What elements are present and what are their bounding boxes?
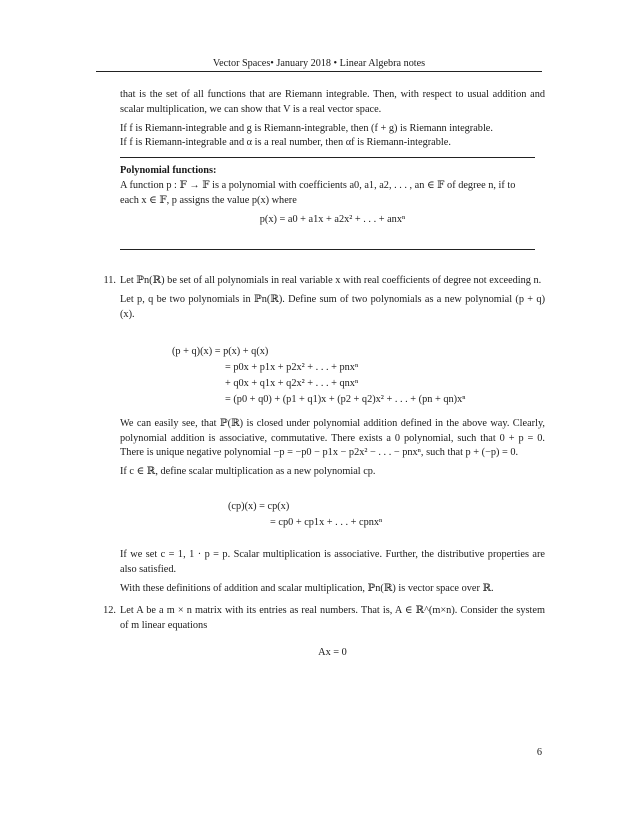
intro-paragraph: that is the set of all functions that are Riemann integrable. Then, with respect to usual addition and scalar multiplication, we can show that V is a real vector space. xyxy=(120,89,545,115)
item11-paragraph-1: Let ℙn(ℝ) be set of all polynomials in real variable x with real coefficients of degree not exceeding n. xyxy=(120,275,542,287)
list-item-12 xyxy=(103,604,545,660)
page-number: 6 xyxy=(536,747,542,758)
riemann-sum-statement: If f is Riemann-integrable and g is Riemann-integrable, then (f + g) is Riemann integrable. xyxy=(120,122,493,134)
definition-box-top-rule xyxy=(120,157,535,158)
derivation-line: = cp0 + cp1x + . . . + cpnxⁿ xyxy=(270,516,383,528)
item11-paragraph-4: If c ∈ ℝ, define scalar multiplication as a new polynomial cp. xyxy=(120,466,376,478)
item-number: 12. xyxy=(103,605,116,617)
definition-title: Polynomial functions: xyxy=(120,165,217,177)
definition-box-bottom-rule xyxy=(120,249,535,250)
derivation-line: = p0x + p1x + p2x² + . . . + pnxⁿ xyxy=(225,361,359,373)
item11-paragraph-6: With these definitions of addition and scalar multiplication, ℙn(ℝ) is vector space over ℝ. xyxy=(120,582,494,594)
definition-line-1: A function p : 𝔽 → 𝔽 is a polynomial with coefficients a0, a1, a2, . . . , an ∈ 𝔽 of degree n, if to xyxy=(120,179,516,191)
header-rule xyxy=(96,71,542,72)
item11-paragraph-5: If we set c = 1, 1 · p = p. Scalar multiplication is associative. Further, the distributive properties are also satisfied. xyxy=(120,548,545,575)
derivation-line: (p + q)(x) = p(x) + q(x) xyxy=(172,345,269,357)
riemann-scalar-statement: If f is Riemann-integrable and α is a real number, then αf is Riemann-integrable. xyxy=(120,137,451,149)
running-header: Vector Spaces• January 2018 • Linear Algebra notes xyxy=(212,58,426,69)
item-number: 11. xyxy=(103,275,116,287)
list-item-11 xyxy=(103,274,545,596)
linear-system-equation: Ax = 0 xyxy=(318,646,347,658)
definition-line-2: each x ∈ 𝔽, p assigns the value p(x) where xyxy=(120,194,297,206)
polynomial-equation: p(x) = a0 + a1x + a2x² + . . . + anxⁿ xyxy=(259,213,406,225)
page-body xyxy=(103,88,545,661)
scalar-derivation xyxy=(228,500,545,532)
derivation-line: (cp)(x) = cp(x) xyxy=(228,500,290,512)
definition-box xyxy=(120,164,545,227)
item11-paragraph-2: Let p, q be two polynomials in ℙn(ℝ). Define sum of two polynomials as a new polynomial (p + q)(x). xyxy=(120,294,545,320)
sum-derivation xyxy=(172,345,545,409)
derivation-line: + q0x + q1x + q2x² + . . . + qnxⁿ xyxy=(225,377,359,389)
item11-paragraph-3: We can easily see, that ℙ(ℝ) is closed under polynomial addition defined in the above way. Clearly, polynomial addition is associative, commutative. There exists a 0 polynomial, such that 0 + p = 0. There is unique negative polynomial −p = −p0 − p1x − p2x² − . . . − pnxⁿ, such that p + (−p) = 0. xyxy=(120,417,545,459)
item12-paragraph-1: Let A be a m × n matrix with its entries as real numbers. That is, A ∈ ℝ^(m×n). Consider the system of m linear equations xyxy=(120,605,545,632)
derivation-line: = (p0 + q0) + (p1 + q1)x + (p2 + q2)x² + . . . + (pn + qn)xⁿ xyxy=(225,393,466,405)
